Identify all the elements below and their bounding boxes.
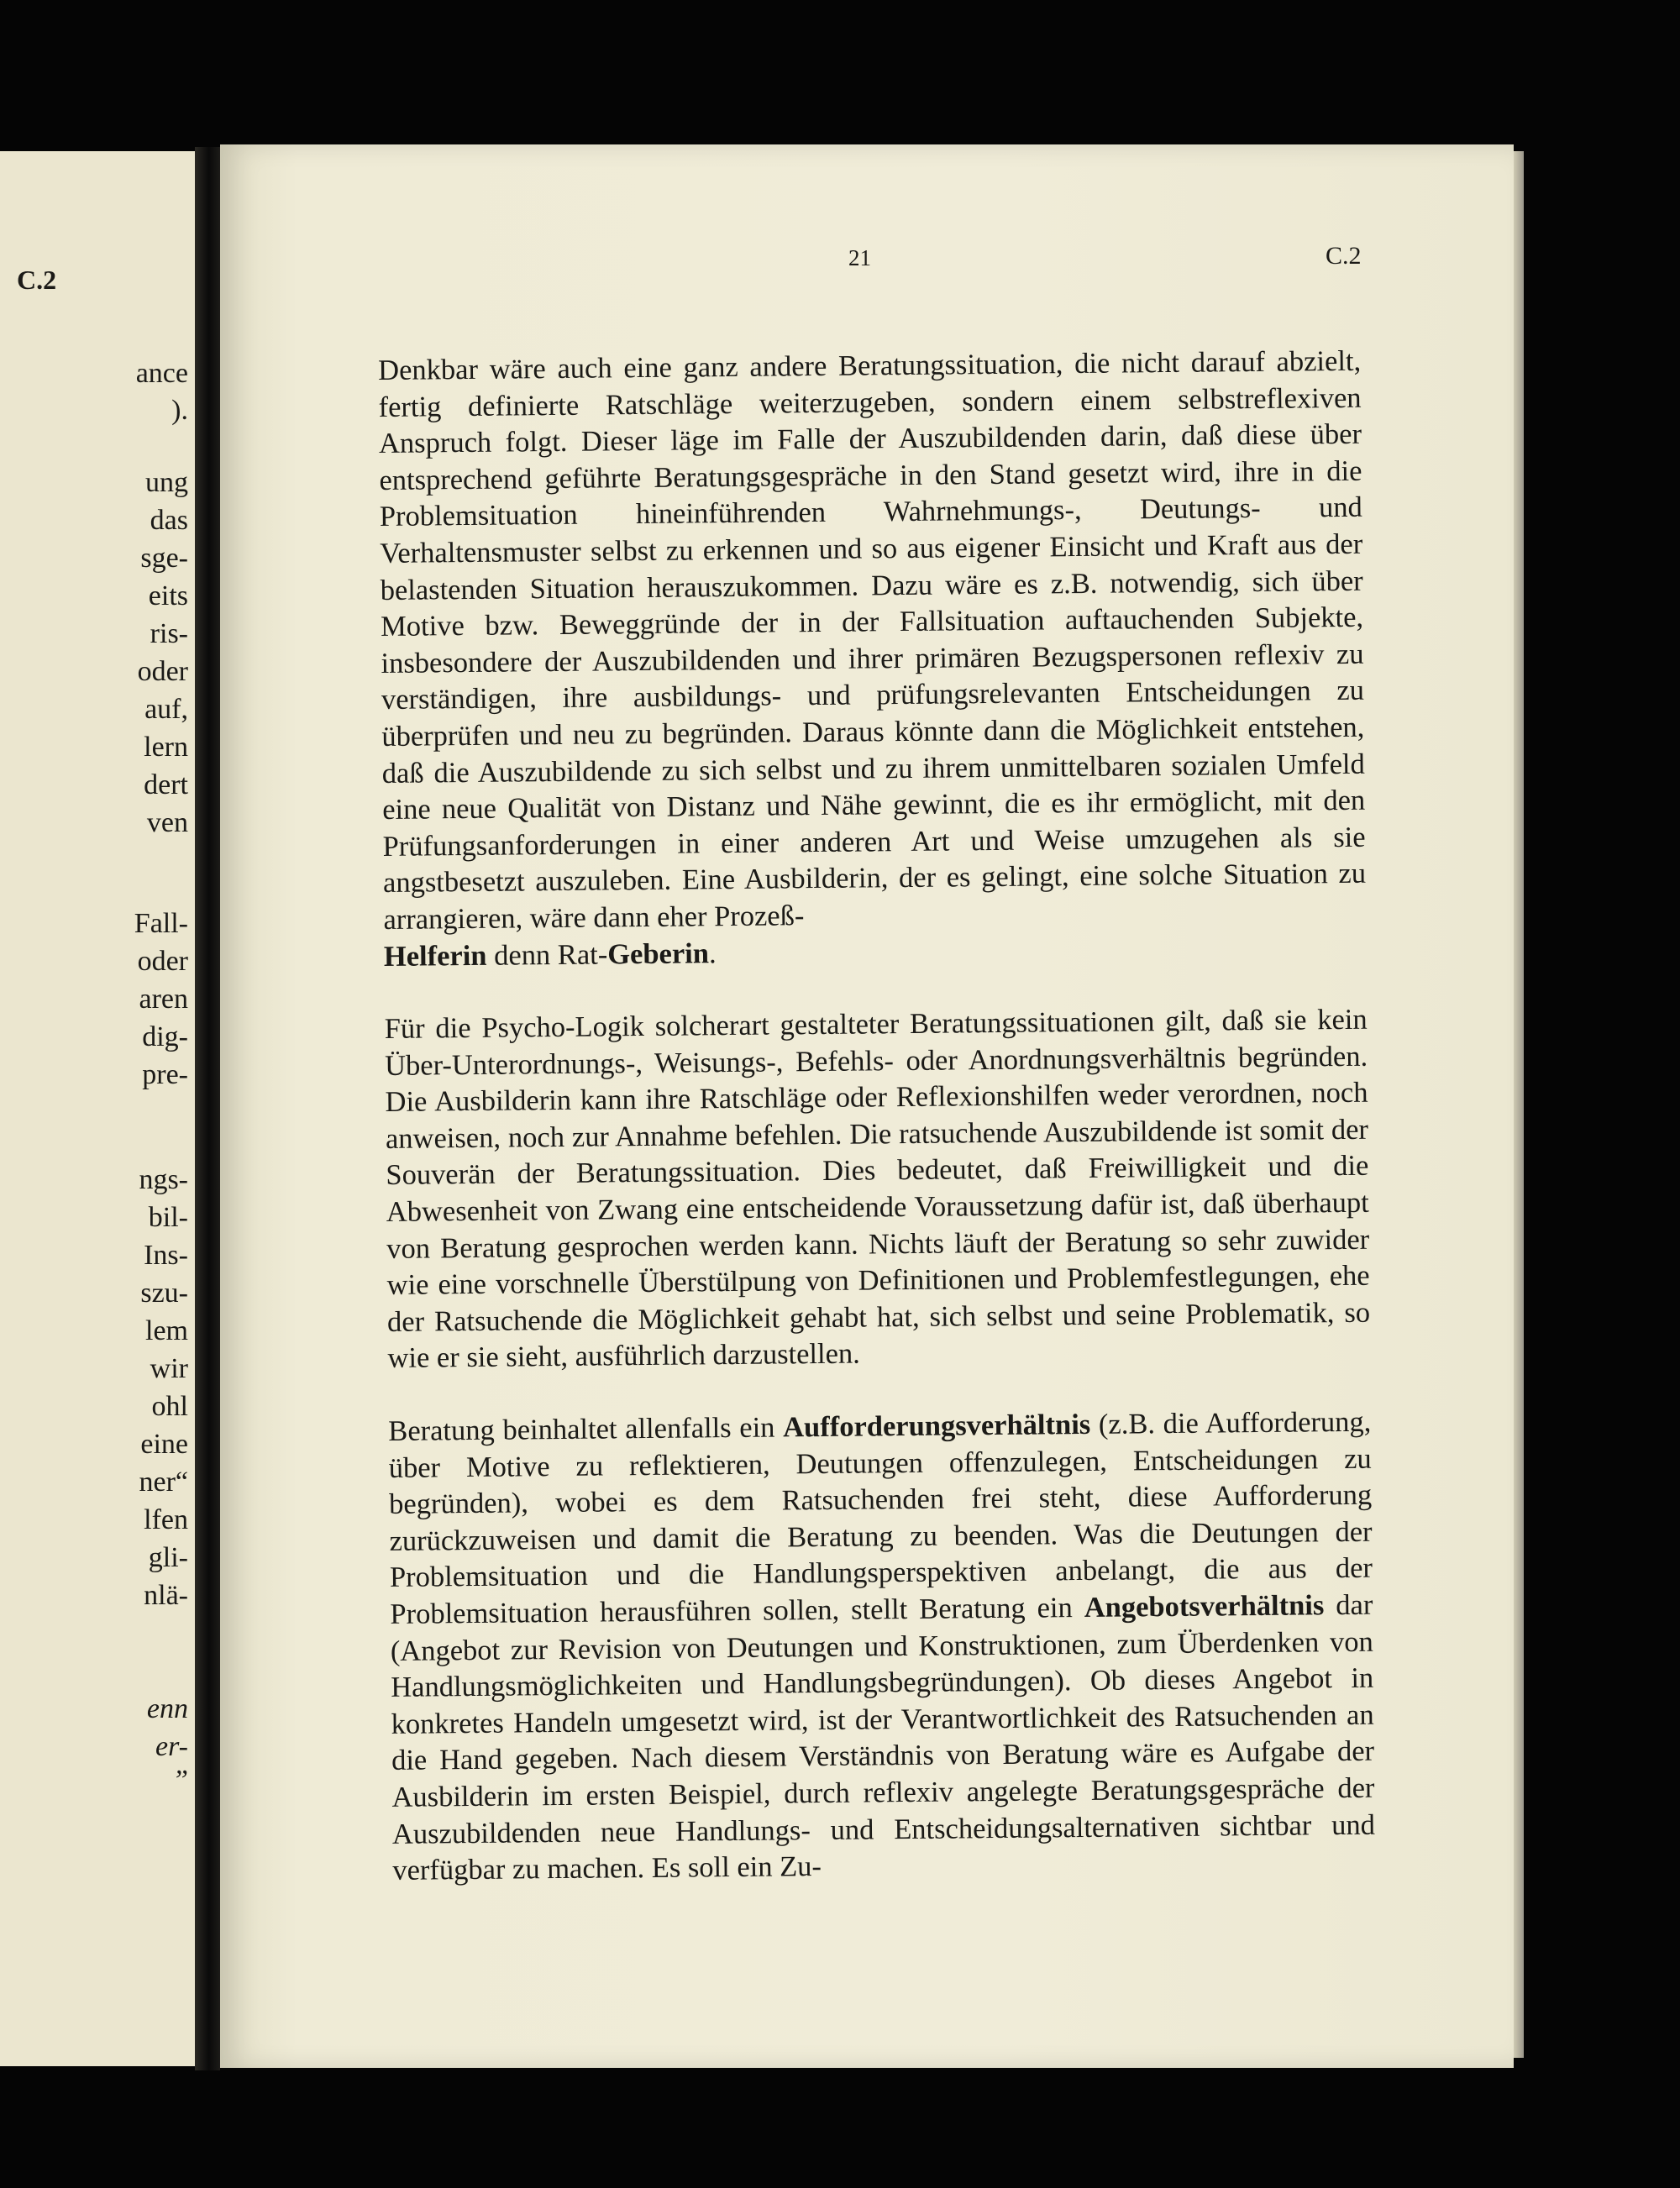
left-page-fragment: ). (171, 395, 188, 426)
page-edge (1514, 151, 1524, 2058)
left-page-fragment-italic: enn (146, 1693, 188, 1724)
left-page-fragment: gli- (148, 1542, 188, 1573)
left-page-fragment: Ins- (144, 1240, 188, 1271)
left-page-fragment: ung (145, 467, 188, 498)
left-page-fragment: aren (139, 984, 188, 1015)
paragraph-3 (388, 1404, 1375, 1890)
left-page-fragment: ohl (151, 1391, 188, 1422)
left-page-fragment: sge- (140, 543, 188, 574)
paragraph-1-text-c: . (708, 937, 717, 969)
paragraph-1-text-b: denn Rat- (486, 937, 608, 972)
paragraph-3-text-b: (z.B. die Aufforderung, über Motive zu reflektieren, Deutungen offenzulegen, Entscheidungen zu begründen), wobei es dem Ratsuchenden frei steht, diese Aufforderung zurückzuweisen und damit die Beratung zu beenden. Was die Deutungen der Problemsituation und die Handlungsperspektiven anbelangt, die aus der Problemsituation herausführen sollen, stellt Beratung ein (388, 1405, 1373, 1630)
left-page-fragment: eine (140, 1429, 188, 1460)
page-body (378, 344, 1376, 1890)
book-gutter (195, 147, 220, 2070)
paragraph-3-text: Beratung beinhaltet allenfalls ein (388, 1411, 784, 1447)
left-page-fragment: ven (146, 807, 188, 838)
left-page-fragment: lfen (144, 1504, 188, 1535)
left-page-fragment: ance (135, 358, 188, 389)
term-angebotsverhaeltnis: Angebotsverhältnis (1084, 1589, 1325, 1624)
left-page-fragment-italic: ” (172, 1765, 188, 1796)
term-helferin: Helferin (383, 939, 487, 973)
left-page-fragment: ner“ (139, 1467, 188, 1498)
left-page-fragment: oder (137, 656, 188, 687)
left-page-fragment: eits (148, 580, 188, 611)
left-page-fragment: dig- (142, 1021, 188, 1052)
left-page-fragment: bil- (148, 1202, 188, 1233)
left-page-fragment: lern (144, 732, 188, 763)
left-page-fragment: das (150, 505, 188, 536)
paragraph-1-text: Denkbar wäre auch eine ganz andere Beratungssituation, die nicht darauf abzielt, fertig definierte Ratschläge weiterzugeben, sondern einem selbstreflexiven Anspruch folgt. Dieser läge im Falle der Auszubildenden darin, daß diese über entsprechend geführte Beratungsgespräche in den Stand gesetzt wird, ihre in die Problemsituation hineinführenden Wahrnehmungs-, Deutungs- und Verhaltensmuster selbst zu erkennen und so aus eigener Einsicht und Kraft aus der belastenden Situation herauszukommen. Dazu wäre es z.B. notwendig, sich über Motive bzw. Beweggründe der in der Fallsituation auftauchenden Subjekte, insbesondere der Auszubildenden und ihrer primären Bezugspersonen reflexiv zu verständigen, ihre ausbildungs- und prüfungsrelevanten Entscheidungen zu überprüfen und neu zu begründen. Daraus könnte dann die Möglichkeit entstehen, daß die Auszubildende zu sich selbst und zu ihrem unmittelbaren sozialen Umfeld eine neue Qualität von Distanz und Nähe gewinnt, die es ihr ermöglicht, mit den Prüfungsanforderungen in einer anderen Art und Weise umzugehen als sie angstbesetzt auszuleben. Eine Ausbilderin, der es gelingt, eine solche Situation zu arrangieren, wäre dann eher Prozeß- (378, 344, 1367, 936)
paragraph-1 (378, 344, 1367, 975)
left-page-fragment: nlä- (144, 1580, 188, 1611)
left-page-fragment: pre- (142, 1059, 188, 1090)
left-page-fragment: ngs- (139, 1164, 188, 1195)
paragraph-2: Für die Psycho-Logik solcherart gestalteter Beratungssituationen gilt, daß sie kein Über-Unterordnungs-, Weisungs-, Befehls- oder Anordnungsverhältnis begründen. Die Ausbilderin kann ihre Ratschläge oder Reflexionshilfen weder verordnen, noch anweisen, noch zur Annahme befehlen. Die ratsuchende Auszubildende ist somit der Souverän der Beratungssituation. Dies bedeutet, daß Freiwilligkeit und die Abwesenheit von Zwang eine entscheidende Voraussetzung dafür ist, daß überhaupt von Beratung gesprochen werden kann. Nichts läuft der Beratung so sehr zuwider wie eine vorschnelle Überstülpung von Definitionen und Problemfestlegungen, ehe der Ratsuchende die Möglichkeit gehabt hat, sich selbst und seine Problematik, so wie er sie sieht, ausführlich darzustellen. (384, 1003, 1371, 1375)
left-page-fragment: auf, (144, 694, 188, 725)
page-section-label: C.2 (1326, 242, 1362, 270)
page-number: 21 (848, 245, 871, 270)
left-page-header: C.2 (17, 265, 57, 295)
left-page-fragment: szu- (140, 1278, 188, 1309)
left-page-fragment-italic: er- (155, 1731, 188, 1762)
left-page-fragment: Fall- (134, 908, 188, 939)
left-page-fragment: oder (137, 946, 188, 977)
left-page-fragment: ris- (150, 618, 188, 649)
paragraph-3-text-c: dar (Angebot zur Revision von Deutungen und Konstruktionen, zum Überdenken von Handlungsmöglichkeiten und Handlungsbegründungen). Ob dieses Angebot in konkretes Handeln umgesetzt wird, ist der Verantwortlichkeit des Ratsuchenden an die Hand gegeben. Nach diesem Verständnis von Beratung wäre es Aufgabe der Ausbilderin im ersten Beispiel, durch reflexiv angelegte Beratungsgespräche der Auszubildenden neue Handlungs- und Entscheidungsalternativen sichtbar und verfügbar zu machen. Es soll ein Zu- (390, 1588, 1376, 1887)
left-page-fragment: dert (144, 769, 188, 800)
left-facing-page (0, 151, 195, 2066)
term-geberin: Geberin (607, 937, 710, 970)
left-page-fragment: lem (145, 1315, 188, 1346)
term-aufforderungsverhaeltnis: Aufforderungsverhältnis (782, 1408, 1091, 1444)
left-page-fragment: wir (150, 1353, 188, 1384)
